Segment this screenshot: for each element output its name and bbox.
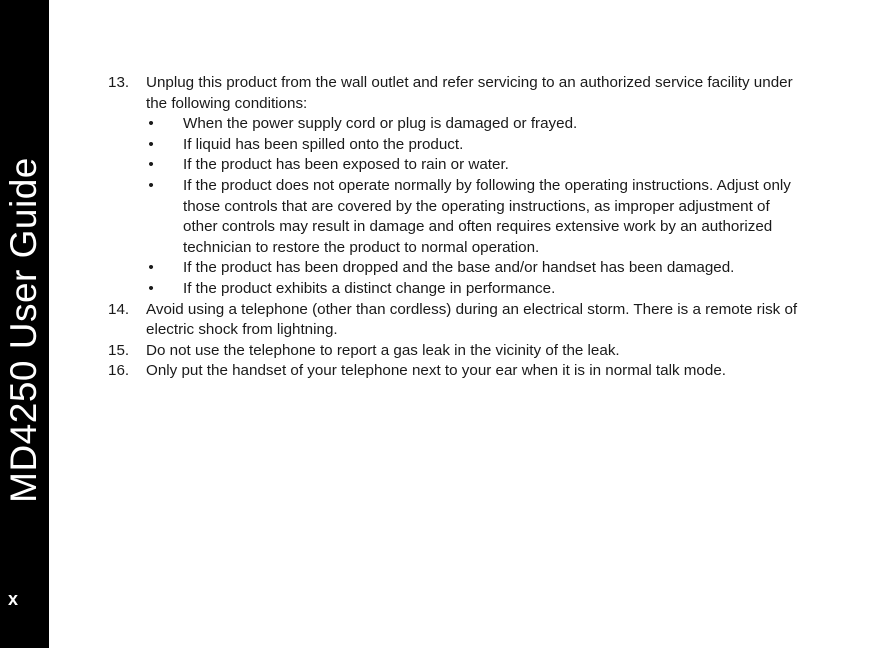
list-item-15 (108, 341, 808, 362)
bullet-icon: • (148, 135, 154, 153)
bullet-item (146, 176, 808, 258)
bullet-text: When the power supply cord or plug is damaged or frayed. (183, 115, 578, 133)
item-text: Do not use the telephone to report a gas leak in the vicinity of the leak. (146, 341, 620, 359)
bullet-text: If the product has been exposed to rain or water. (183, 156, 509, 174)
bullet-item (146, 155, 808, 176)
safety-instructions-list (108, 73, 808, 382)
bullet-icon: • (148, 115, 154, 133)
item-number: 14. (108, 300, 130, 318)
item-number: 16. (108, 362, 130, 380)
list-item-14 (108, 300, 808, 341)
bullet-icon: • (148, 156, 154, 174)
bullet-text: If the product does not operate normally by following the operating instructions. Adjust only those controls that are covered by the operating instructions, as improper adjustment of other controls may result in damage and often requires extensive work by an authorized technician to restore the product to normal operation. (183, 176, 791, 256)
bullet-item (146, 279, 808, 300)
list-item-16 (108, 361, 808, 382)
item-text: Unplug this product from the wall outlet and refer servicing to an authorized service facility under the following conditions: (146, 74, 793, 112)
sidebar (0, 0, 49, 648)
item-number: 15. (108, 341, 130, 359)
bullet-text: If liquid has been spilled onto the product. (183, 135, 464, 153)
guide-title: MD4250 User Guide (3, 157, 44, 503)
bullet-item (146, 258, 808, 279)
page-number: x (8, 589, 19, 609)
bullet-list (146, 114, 808, 299)
bullet-icon: • (148, 176, 154, 194)
bullet-icon: • (148, 259, 154, 277)
item-text: Only put the handset of your telephone next to your ear when it is in normal talk mode. (146, 362, 726, 380)
bullet-item (146, 114, 808, 135)
bullet-icon: • (148, 279, 154, 297)
bullet-text: If the product exhibits a distinct change in performance. (183, 279, 556, 297)
item-text: Avoid using a telephone (other than cordless) during an electrical storm. There is a remote risk of electric shock from lightning. (146, 300, 798, 339)
bullet-text: If the product has been dropped and the base and/or handset has been damaged. (183, 259, 735, 277)
list-item-13 (108, 73, 808, 300)
bullet-item (146, 135, 808, 156)
item-number: 13. (108, 74, 130, 91)
